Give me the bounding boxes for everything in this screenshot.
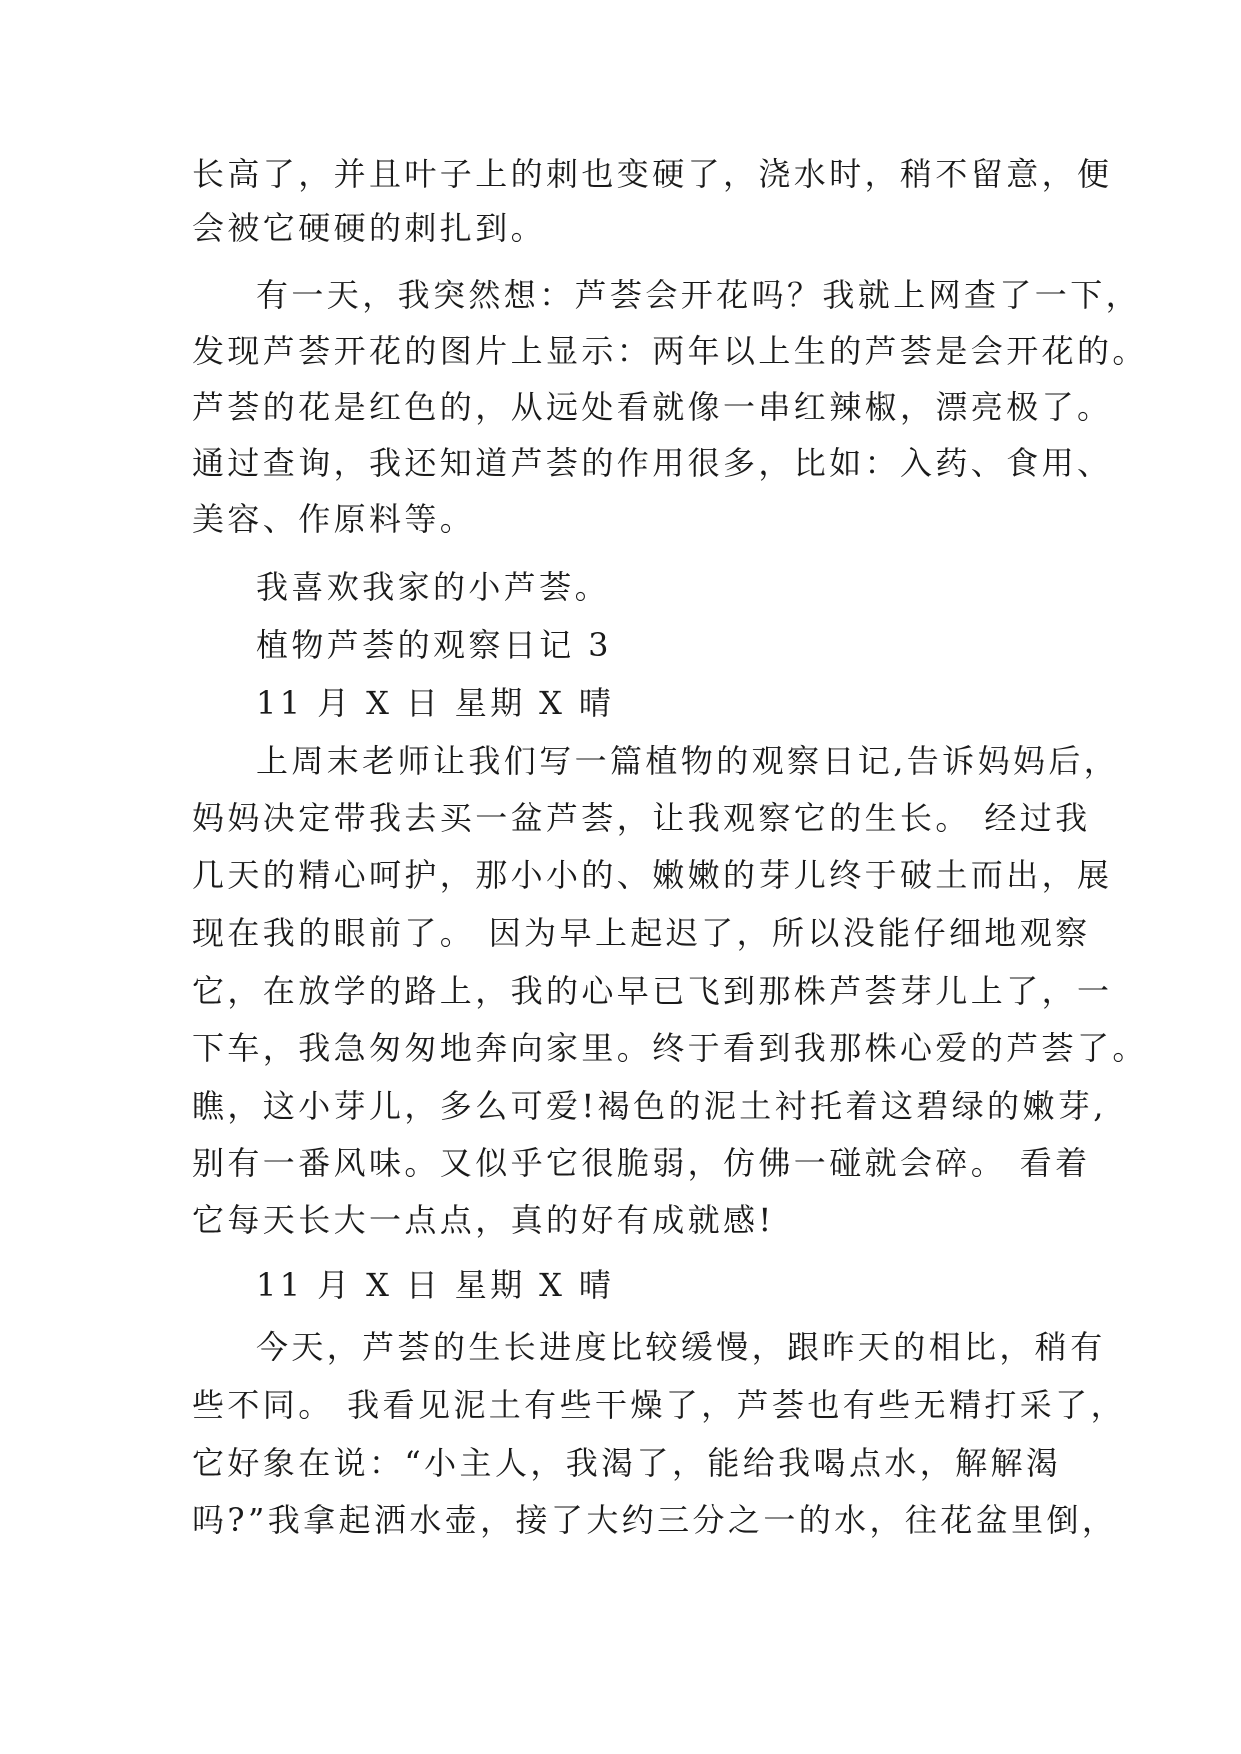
- paragraph-start-line: 我喜欢我家的小芦荟。: [256, 568, 611, 606]
- text-line: 芦荟的花是红色的，从远处看就像一串红辣椒，漂亮极了。: [192, 388, 1113, 426]
- paragraph-start-line: 有一天，我突然想：芦荟会开花吗？我就上网查了一下，: [256, 276, 1142, 314]
- text-line: 通过查询，我还知道芦荟的作用很多，比如：入药、食用、: [192, 444, 1113, 482]
- diary-date-line: 11 月 X 日 星期 X 晴: [256, 684, 615, 722]
- text-line: 现在我的眼前了。 因为早上起迟了，所以没能仔细地观察: [192, 914, 1091, 952]
- text-line: 些不同。 我看见泥土有些干燥了，芦荟也有些无精打采了，: [192, 1386, 1126, 1424]
- text-line: 吗?”我拿起洒水壶，接了大约三分之一的水，往花盆里倒，: [192, 1501, 1118, 1539]
- text-line: 它，在放学的路上，我的心早已飞到那株芦荟芽儿上了，一: [192, 972, 1113, 1010]
- section-title: 植物芦荟的观察日记 3: [256, 626, 612, 664]
- text-line: 长高了，并且叶子上的刺也变硬了，浇水时，稍不留意，便: [192, 155, 1113, 193]
- text-line: 它每天长大一点点，真的好有成就感!: [192, 1201, 775, 1239]
- text-line: 几天的精心呵护，那小小的、嫩嫩的芽儿终于破土而出，展: [192, 856, 1113, 894]
- diary-date-line: 11 月 X 日 星期 X 晴: [256, 1266, 615, 1304]
- text-line: 瞧，这小芽儿，多么可爱!褐色的泥土衬托着这碧绿的嫩芽,: [192, 1087, 1107, 1125]
- text-line: 会被它硬硬的刺扎到。: [192, 209, 547, 247]
- paragraph-start-line: 上周末老师让我们写一篇植物的观察日记,告诉妈妈后，: [256, 742, 1120, 780]
- text-line: 它好象在说：“小主人，我渴了，能给我喝点水，解解渴: [192, 1444, 1062, 1482]
- text-line: 美容、作原料等。: [192, 500, 476, 538]
- text-line: 妈妈决定带我去买一盆芦荟，让我观察它的生长。 经过我: [192, 799, 1091, 837]
- paragraph-start-line: 今天，芦荟的生长进度比较缓慢，跟昨天的相比，稍有: [256, 1328, 1106, 1366]
- text-line: 发现芦荟开花的图片上显示：两年以上生的芦荟是会开花的。: [192, 332, 1148, 370]
- text-line: 下车，我急匆匆地奔向家里。终于看到我那株心爱的芦荟了。: [192, 1029, 1148, 1067]
- text-line: 别有一番风味。又似乎它很脆弱，仿佛一碰就会碎。 看着: [192, 1144, 1091, 1182]
